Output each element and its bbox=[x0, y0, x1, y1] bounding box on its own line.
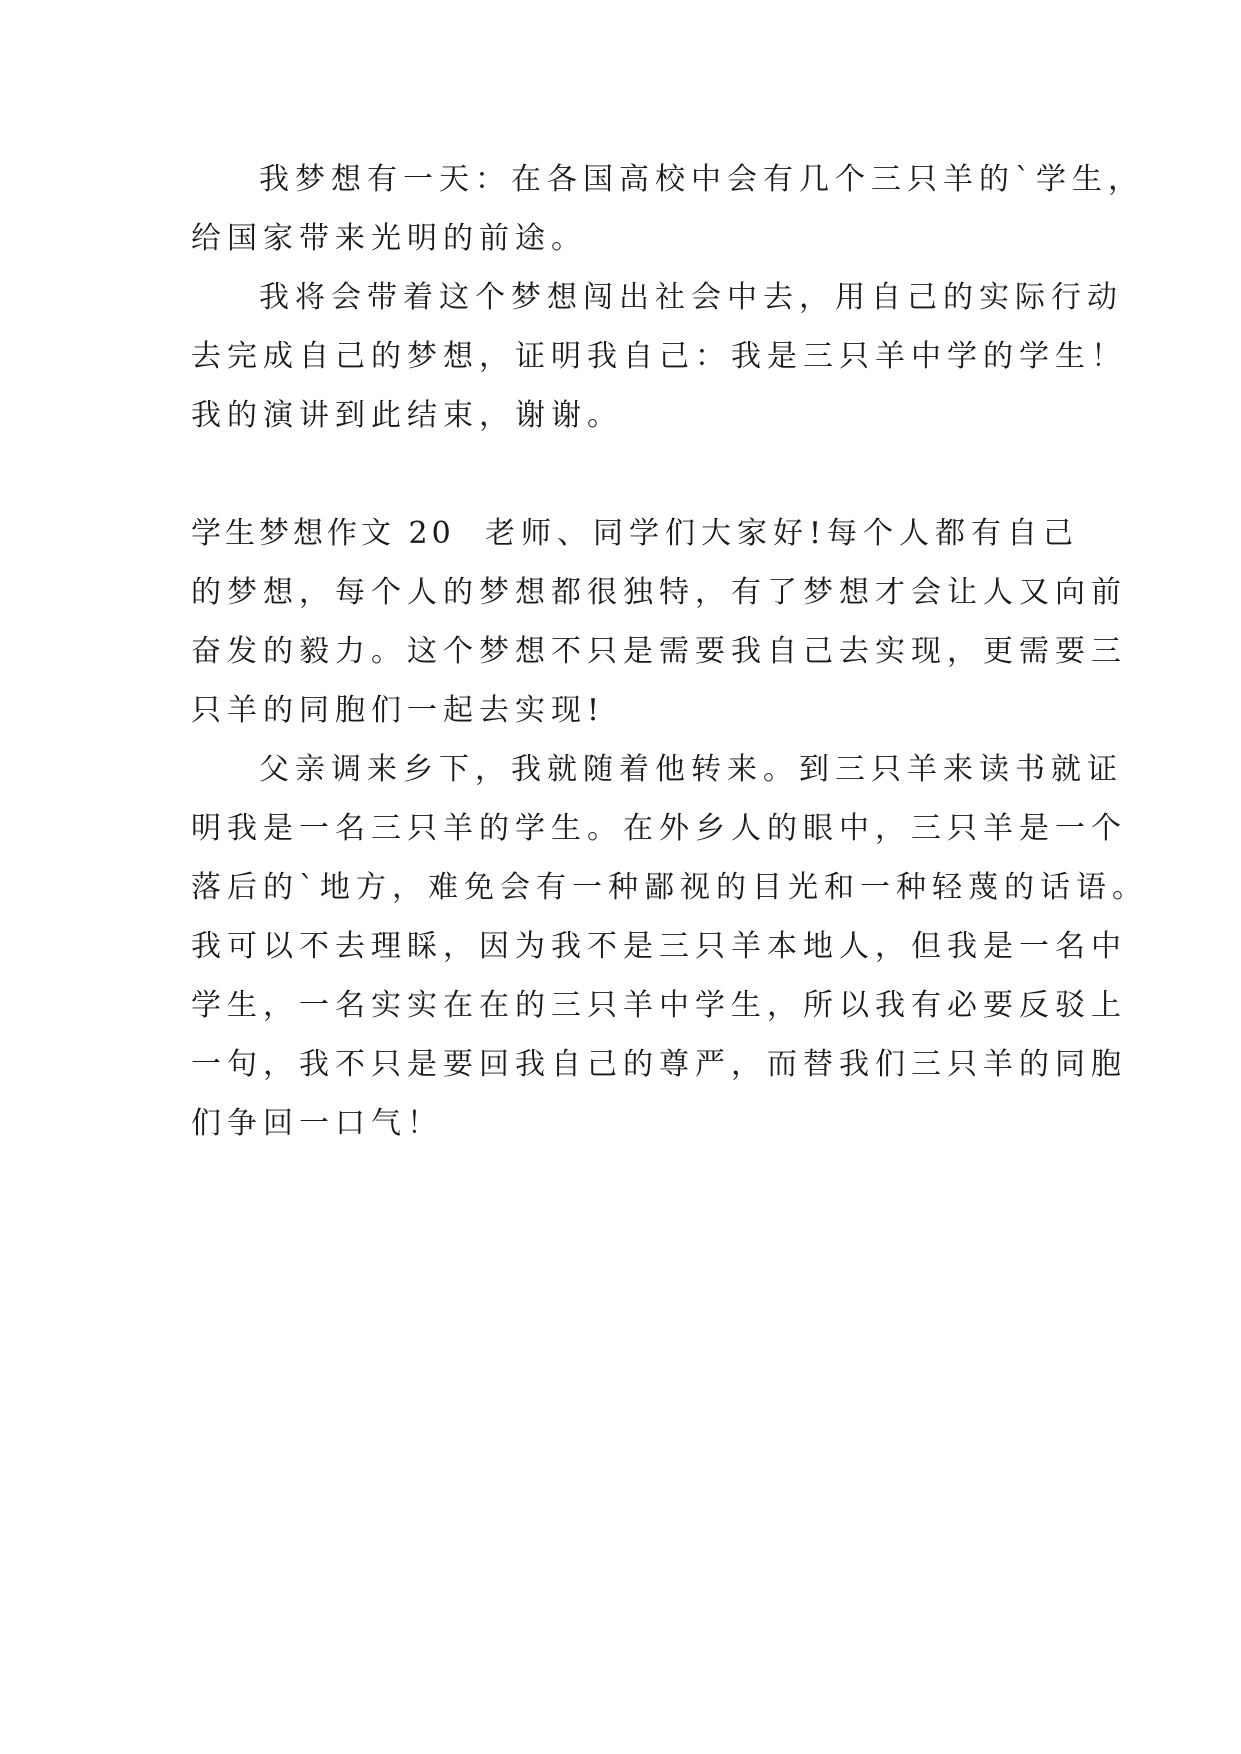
paragraph-dream-day bbox=[191, 158, 1144, 276]
paragraph-spacer bbox=[191, 453, 1091, 512]
section-essay-20 bbox=[191, 512, 1127, 748]
text-line: 我的演讲到此结束，谢谢。 bbox=[191, 398, 623, 433]
paragraph-carry-dream bbox=[191, 276, 1127, 453]
paragraph-father-transfer bbox=[191, 748, 1148, 1161]
text-line: 们争回一口气！ bbox=[191, 1106, 443, 1141]
section-title: 学生梦想作文 20 bbox=[191, 516, 455, 551]
text-line: 明我是一名三只羊的学生。在外乡人的眼中，三只羊是一个 bbox=[191, 811, 1127, 846]
text-line: 给国家带来光明的前途。 bbox=[191, 221, 587, 256]
section-heading-row bbox=[191, 512, 1091, 571]
text-line: 只羊的同胞们一起去实现! bbox=[191, 693, 606, 728]
text-line: 父亲调来乡下，我就随着他转来。到三只羊来读书就证 bbox=[259, 752, 1123, 787]
text-line: 我将会带着这个梦想闯出社会中去，用自己的实际行动 bbox=[259, 280, 1123, 315]
text-line: 一句，我不只是要回我自己的尊严，而替我们三只羊的同胞 bbox=[191, 1047, 1127, 1082]
text-line: 学生，一名实实在在的三只羊中学生，所以我有必要反驳上 bbox=[191, 988, 1127, 1023]
text-line: 我梦想有一天：在各国高校中会有几个三只羊的`学生， bbox=[259, 162, 1144, 197]
text-line: 去完成自己的梦想，证明我自己：我是三只羊中学的学生！ bbox=[191, 339, 1127, 374]
text-line: 奋发的毅力。这个梦想不只是需要我自己去实现，更需要三 bbox=[191, 634, 1127, 669]
document-body bbox=[191, 158, 1148, 1161]
text-line: 我可以不去理睬，因为我不是三只羊本地人，但我是一名中 bbox=[191, 929, 1127, 964]
text-line: 落后的`地方，难免会有一种鄙视的目光和一种轻蔑的话语。 bbox=[191, 870, 1148, 905]
text-line: 老师、同学们大家好!每个人都有自己 bbox=[485, 516, 1080, 551]
text-line: 的梦想，每个人的梦想都很独特，有了梦想才会让人又向前 bbox=[191, 575, 1127, 610]
